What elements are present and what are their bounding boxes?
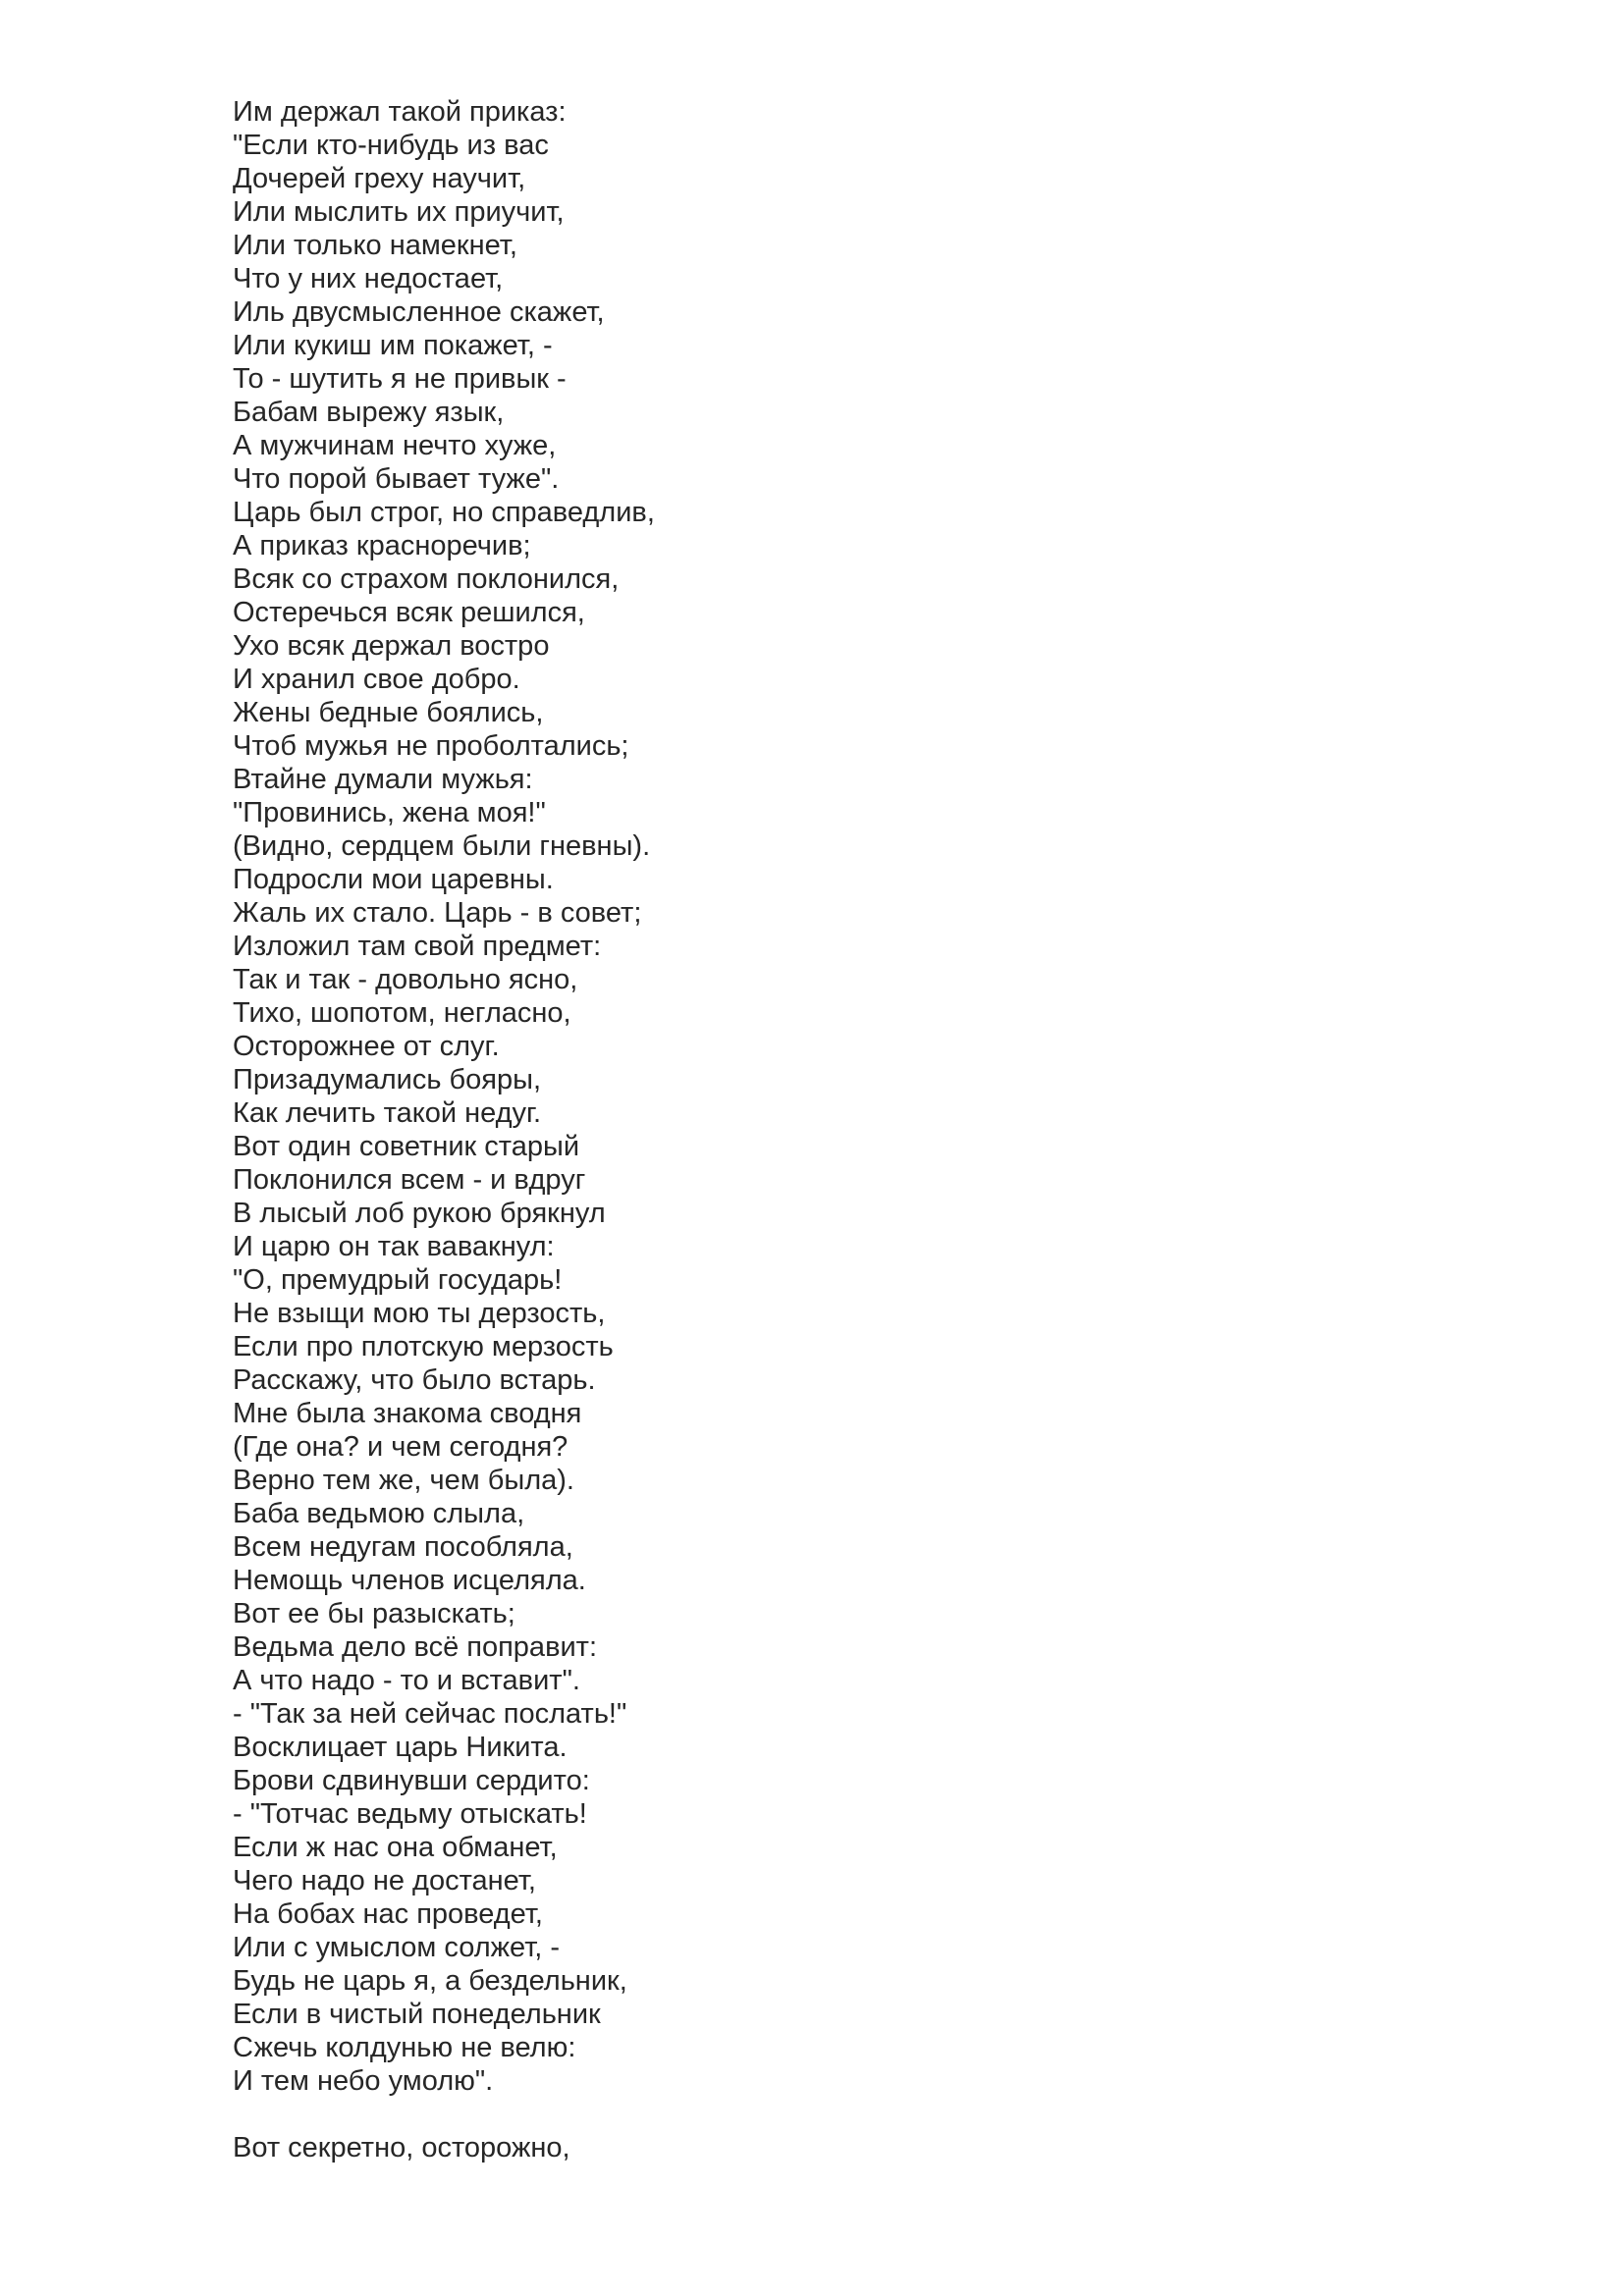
- poem-line: Остеречься всяк решился,: [233, 597, 585, 628]
- poem-line: Иль двусмысленное скажет,: [233, 296, 605, 328]
- poem-line: Что порой бывает туже".: [233, 463, 560, 495]
- poem-line: - "Так за ней сейчас послать!": [233, 1698, 627, 1730]
- poem-line: Или только намекнет,: [233, 230, 517, 261]
- poem-line: Брови сдвинувши сердито:: [233, 1765, 590, 1796]
- poem-line: Или кукиш им покажет, -: [233, 330, 553, 361]
- poem-line: И тем небо умолю".: [233, 2065, 494, 2097]
- poem-line: Жаль их стало. Царь - в совет;: [233, 897, 642, 929]
- poem-line: А что надо - то и вставит".: [233, 1665, 580, 1696]
- poem-line: В лысый лоб рукою брякнул: [233, 1198, 606, 1229]
- poem-line: То - шутить я не привык -: [233, 363, 567, 395]
- poem-line: Бабам вырежу язык,: [233, 397, 505, 428]
- poem-line: Мне была знакома сводня: [233, 1398, 582, 1429]
- poem-line: Если в чистый понедельник: [233, 1999, 601, 2030]
- poem-line: Жены бедные боялись,: [233, 697, 544, 728]
- poem-line: Или с умыслом солжет, -: [233, 1932, 561, 1963]
- poem-line: И царю он так вавакнул:: [233, 1231, 555, 1262]
- stanza: [233, 95, 1411, 2098]
- poem-line: Не взыщи мою ты дерзость,: [233, 1298, 606, 1329]
- poem-line: Так и так - довольно ясно,: [233, 964, 578, 995]
- poem-line: Втайне думали мужья:: [233, 764, 533, 795]
- poem-line: (Где она? и чем сегодня?: [233, 1431, 568, 1463]
- poem-line: Им держал такой приказ:: [233, 96, 567, 128]
- poem-line: Или мыслить их приучит,: [233, 196, 565, 228]
- poem-line: Баба ведьмою слыла,: [233, 1498, 525, 1529]
- poem-line: Ведьма дело всё поправит:: [233, 1631, 598, 1663]
- poem-line: Если про плотскую мерзость: [233, 1331, 614, 1362]
- poem-line: Чего надо не достанет,: [233, 1865, 536, 1896]
- stanza: [233, 2131, 1411, 2164]
- poem-line: А мужчинам нечто хуже,: [233, 430, 557, 461]
- poem-line: "О, премудрый государь!: [233, 1264, 563, 1296]
- poem-line: Верно тем же, чем была).: [233, 1465, 574, 1496]
- poem-line: "Если кто-нибудь из вас: [233, 130, 549, 161]
- poem-line: Дочерей греху научит,: [233, 163, 526, 194]
- poem-line: Если ж нас она обманет,: [233, 1832, 558, 1863]
- poem-line: Как лечить такой недуг.: [233, 1097, 542, 1129]
- poem-line: Восклицает царь Никита.: [233, 1732, 568, 1763]
- poem-line: Всем недугам пособляла,: [233, 1531, 573, 1563]
- poem-line: Царь был строг, но справедлив,: [233, 497, 655, 528]
- poem-line: Что у них недостает,: [233, 263, 504, 294]
- poem-line: Будь не царь я, а бездельник,: [233, 1965, 627, 1997]
- poem-line: Сжечь колдунью не велю:: [233, 2032, 576, 2063]
- poem-text: [233, 95, 1411, 2164]
- poem-line: На бобах нас проведет,: [233, 1898, 543, 1930]
- poem-line: А приказ красноречив;: [233, 530, 531, 561]
- poem-line: Поклонился всем - и вдруг: [233, 1164, 586, 1196]
- poem-line: Подросли мои царевны.: [233, 864, 554, 895]
- poem-line: Немощь членов исцеляла.: [233, 1565, 586, 1596]
- poem-line: Вот один советник старый: [233, 1131, 580, 1162]
- poem-line: Вот секретно, осторожно,: [233, 2132, 570, 2163]
- poem-line: И хранил свое добро.: [233, 664, 520, 695]
- poem-line: Тихо, шопотом, негласно,: [233, 997, 571, 1029]
- poem-line: Изложил там свой предмет:: [233, 931, 602, 962]
- poem-line: Расскажу, что было встарь.: [233, 1364, 596, 1396]
- poem-line: (Видно, сердцем были гневны).: [233, 830, 651, 862]
- poem-line: Призадумались бояры,: [233, 1064, 542, 1095]
- poem-line: Всяк со страхом поклонился,: [233, 563, 620, 595]
- poem-line: "Провинись, жена моя!": [233, 797, 546, 828]
- poem-line: Вот ее бы разыскать;: [233, 1598, 515, 1629]
- poem-line: Чтоб мужья не проболтались;: [233, 730, 629, 762]
- poem-line: - "Тотчас ведьму отыскать!: [233, 1798, 587, 1830]
- poem-line: Осторожнее от слуг.: [233, 1031, 500, 1062]
- poem-line: Ухо всяк держал востро: [233, 630, 550, 662]
